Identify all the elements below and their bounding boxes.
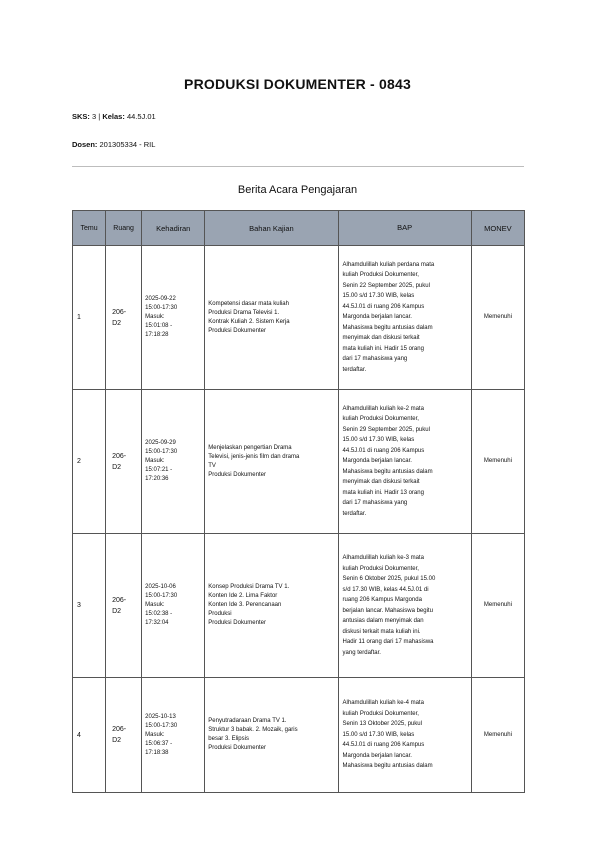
table-row <box>73 534 525 678</box>
cell-ruang: 206- D2 <box>106 390 142 534</box>
table-row <box>73 678 525 793</box>
cell-monev: Memenuhi <box>471 390 524 534</box>
cell-ruang: 206- D2 <box>106 246 142 390</box>
cell-kehadiran: 2025-09-29 15:00-17:30 Masuk: 15:07:21 - 17:20:36 <box>142 390 205 534</box>
teaching-record-table <box>72 210 525 793</box>
header-kehadiran: Kehadiran <box>142 211 205 246</box>
cell-bahan-kajian: Penyutradaraan Drama TV 1. Struktur 3 babak. 2. Mozaik, garis besar 3. Elipsis Produksi Dokumenter <box>205 678 338 793</box>
header-ruang: Ruang <box>106 211 142 246</box>
cell-monev: Memenuhi <box>471 534 524 678</box>
cell-bap: Alhamdulillah kuliah perdana mata kuliah Produksi Dokumenter, Senin 22 September 2025, pukul 15.00 s/d 17.30 WIB, kelas 44.5J.01 di ruang 206 Kampus Margonda berjalan lancar. Mahasiswa begitu antusias dalam menyimak dan diskusi terkait mata kuliah ini. Hadir 15 orang dari 17 mahasiswa yang terdaftar. <box>338 246 471 390</box>
cell-kehadiran: 2025-10-13 15:00-17:30 Masuk: 15:06:37 - 17:18:38 <box>142 678 205 793</box>
course-meta-line <box>72 112 156 121</box>
dosen-label: Dosen: <box>72 140 98 149</box>
lecturer-meta-line <box>72 140 155 149</box>
header-bap: BAP <box>338 211 471 246</box>
kelas-value: 44.5J.01 <box>126 112 156 121</box>
page-title: PRODUKSI DOKUMENTER - 0843 <box>184 76 411 92</box>
header-temu: Temu <box>73 211 106 246</box>
cell-monev: Memenuhi <box>471 246 524 390</box>
cell-bap: Alhamdulillah kuliah ke-3 mata kuliah Produksi Dokumenter, Senin 6 Oktober 2025, pukul 15.00 s/d 17.30 WIB, kelas 44.5J.01 di ruang 206 Kampus Margonda berjalan lancar. Mahasiswa begitu antusias dalam menyimak dan diskusi terkait mata kuliah ini. Hadir 11 orang dari 17 mahasiswa yang terdaftar. <box>338 534 471 678</box>
meta-separator: | <box>98 112 101 121</box>
cell-ruang: 206- D2 <box>106 534 142 678</box>
dosen-value: 201305334 - RIL <box>99 140 156 149</box>
cell-kehadiran: 2025-10-06 15:00-17:30 Masuk: 15:02:38 - 17:32:04 <box>142 534 205 678</box>
cell-temu: 4 <box>73 678 106 793</box>
cell-bap: Alhamdulillah kuliah ke-4 mata kuliah Produksi Dokumenter, Senin 13 Oktober 2025, pukul 15.00 s/d 17.30 WIB, kelas 44.5J.01 di ruang 206 Kampus Margonda berjalan lancar. Mahasiswa begitu antusias dalam <box>338 678 471 793</box>
cell-ruang: 206- D2 <box>106 678 142 793</box>
header-bahan-kajian: Bahan Kajian <box>205 211 338 246</box>
cell-temu: 1 <box>73 246 106 390</box>
sks-label: SKS: <box>72 112 90 121</box>
cell-bahan-kajian: Konsep Produksi Drama TV 1. Konten Ide 2. Lima Faktor Konten Ide 3. Perencanaan Produksi Produksi Dokumenter <box>205 534 338 678</box>
cell-monev: Memenuhi <box>471 678 524 793</box>
divider <box>72 166 524 167</box>
cell-bahan-kajian: Kompetensi dasar mata kuliah Produksi Drama Televisi 1. Kontrak Kuliah 2. Sistem Kerja Produksi Dokumenter <box>205 246 338 390</box>
table-row <box>73 246 525 390</box>
cell-temu: 3 <box>73 534 106 678</box>
kelas-label: Kelas: <box>102 112 125 121</box>
cell-bap: Alhamdulillah kuliah ke-2 mata kuliah Produksi Dokumenter, Senin 29 September 2025, pukul 15.00 s/d 17.30 WIB, kelas 44.5J.01 di ruang 206 Kampus Margonda berjalan lancar. Mahasiswa begitu antusias dalam menyimak dan diskusi terkait mata kuliah ini. Hadir 13 orang dari 17 mahasiswa yang terdaftar. <box>338 390 471 534</box>
cell-bahan-kajian: Menjelaskan pengertian Drama Televisi, jenis-jenis film dan drama TV Produksi Dokumenter <box>205 390 338 534</box>
header-monev: MONEV <box>471 211 524 246</box>
table-header-row <box>73 211 525 246</box>
cell-kehadiran: 2025-09-22 15:00-17:30 Masuk: 15:01:08 - 17:18:28 <box>142 246 205 390</box>
section-title: Berita Acara Pengajaran <box>237 184 358 196</box>
table-row <box>73 390 525 534</box>
sks-value: 3 <box>92 112 97 121</box>
cell-temu: 2 <box>73 390 106 534</box>
